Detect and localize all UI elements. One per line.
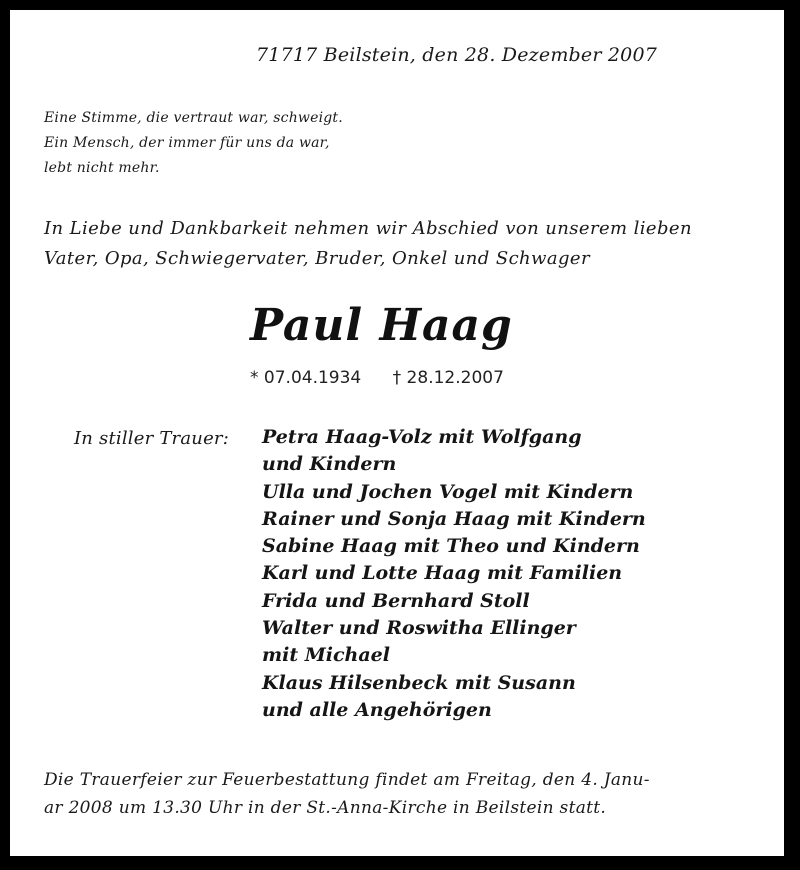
mourner-line: Karl und Lotte Haag mit Familien — [262, 562, 623, 585]
intro-line: Vater, Opa, Schwiegervater, Bruder, Onkel und Schwager — [44, 248, 590, 269]
funeral-line: ar 2008 um 13.30 Uhr in der St.-Anna-Kirche in Beilstein statt. — [44, 798, 607, 818]
mourning-label: In stiller Trauer: — [74, 428, 230, 449]
birth-date: * 07.04.1934 — [250, 368, 362, 388]
poem-line: lebt nicht mehr. — [44, 160, 160, 176]
mourner-line: Frida und Bernhard Stoll — [262, 589, 530, 612]
mourner-line: Sabine Haag mit Theo und Kindern — [262, 535, 640, 558]
mourner-line: und alle Angehörigen — [262, 698, 492, 721]
mourner-line: Petra Haag-Volz mit Wolfgang — [262, 426, 582, 448]
mourner-line: und Kindern — [262, 453, 397, 476]
mourner-line: mit Michael — [262, 644, 390, 667]
poem — [44, 106, 343, 181]
poem-line: Ein Mensch, der immer für uns da war, — [44, 135, 330, 151]
mourner-line: Ulla und Jochen Vogel mit Kindern — [262, 480, 634, 503]
intro-line: In Liebe und Dankbarkeit nehmen wir Abschied von unserem lieben — [44, 218, 692, 239]
mourner-line: Rainer und Sonja Haag mit Kindern — [262, 507, 646, 530]
deceased-name: Paul Haag — [250, 300, 513, 351]
life-dates — [250, 368, 504, 388]
place-date: 71717 Beilstein, den 28. Dezember 2007 — [256, 44, 658, 66]
mourner-line: Walter und Roswitha Ellinger — [262, 617, 576, 640]
funeral-notice — [44, 766, 650, 822]
mourners-list — [262, 424, 646, 724]
death-date: † 28.12.2007 — [392, 368, 504, 388]
intro-text — [44, 214, 692, 274]
poem-line: Eine Stimme, die vertraut war, schweigt. — [44, 110, 343, 126]
funeral-line: Die Trauerfeier zur Feuerbestattung findet am Freitag, den 4. Janu- — [44, 770, 650, 790]
mourner-line: Klaus Hilsenbeck mit Susann — [262, 671, 576, 694]
